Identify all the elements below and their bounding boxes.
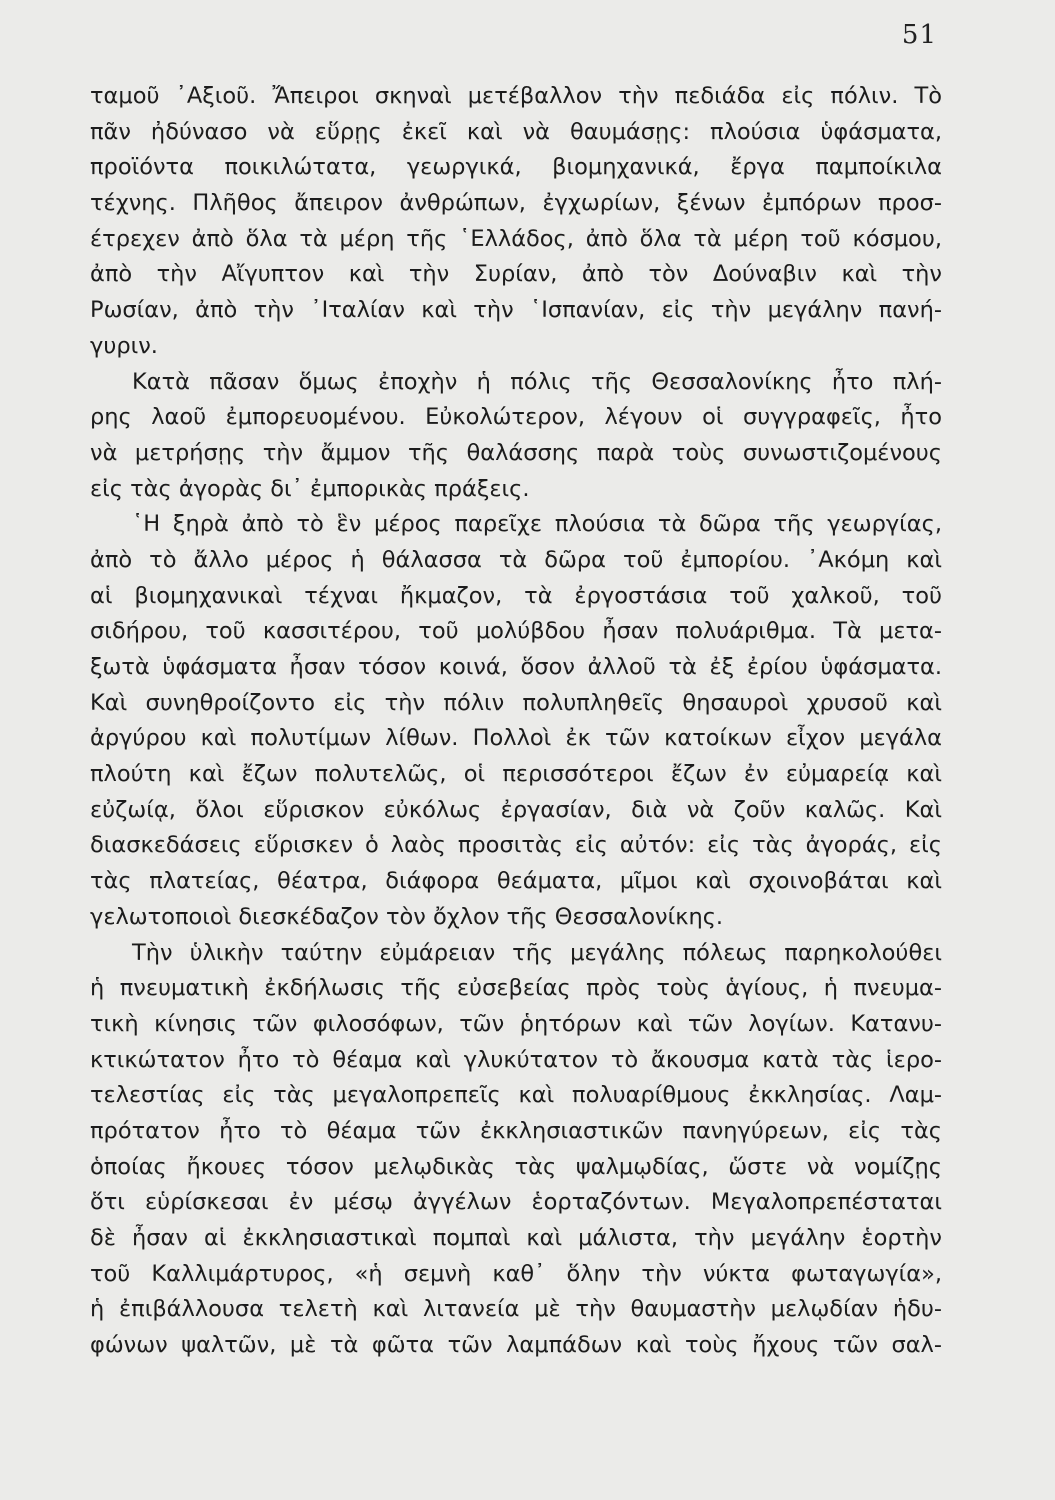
- text-line: εὐζωίᾳ, ὅλοι εὕρισκον εὐκόλως ἐργασίαν, διὰ νὰ ζοῦν καλῶς. Καὶ: [90, 796, 942, 823]
- text-line: εἰς τὰς ἀγορὰς δι᾽ ἐμπορικὰς πράξεις.: [90, 475, 530, 502]
- text-line: αἱ βιομηχανικαὶ τέχναι ἤκμαζον, τὰ ἐργοστάσια τοῦ χαλκοῦ, τοῦ: [90, 582, 942, 609]
- text-line: γελωτοποιοὶ διεσκέδαζον τὸν ὄχλον τῆς Θεσσαλονίκης.: [90, 903, 724, 930]
- text-line: ταμοῦ ᾿Αξιοῦ. Ἄπειροι σκηναὶ μετέβαλλον τὴν πεδιάδα εἰς πόλιν. Τὸ: [90, 83, 942, 109]
- text-line: Καὶ συνηθροίζοντο εἰς τὴν πόλιν πολυπληθεῖς θησαυροὶ χρυσοῦ καὶ: [90, 689, 942, 716]
- text-line: ὅτι εὑρίσκεσαι ἐν μέσῳ ἀγγέλων ἑορταζόντων. Μεγαλοπρεπέσταται: [90, 1189, 942, 1216]
- text-line: Κατὰ πᾶσαν ὅμως ἐποχὴν ἡ πόλις τῆς Θεσσαλονίκης ἦτο πλή-: [132, 368, 942, 395]
- text-line: ξωτὰ ὑφάσματα ἦσαν τόσον κοινά, ὅσον ἀλλοῦ τὰ ἐξ ἐρίου ὑφάσματα.: [90, 654, 942, 680]
- text-line: φώνων ψαλτῶν, μὲ τὰ φῶτα τῶν λαμπάδων καὶ τοὺς ἤχους τῶν σαλ-: [90, 1332, 942, 1359]
- text-line: δὲ ἦσαν αἱ ἐκκλησιαστικαὶ πομπαὶ καὶ μάλιστα, τὴν μεγάλην ἑορτὴν: [90, 1225, 942, 1251]
- text-line: πλούτη καὶ ἔζων πολυτελῶς, οἱ περισσότεροι ἔζων ἐν εὐμαρείᾳ καὶ: [90, 761, 942, 788]
- text-line: τικὴ κίνησις τῶν φιλοσόφων, τῶν ῥητόρων καὶ τῶν λογίων. Κατανυ-: [90, 1010, 942, 1037]
- text-line: ρης λαοῦ ἐμπορευομένου. Εὐκολώτερον, λέγουν οἱ συγγραφεῖς, ἦτο: [90, 404, 942, 431]
- text-line: έτρεχεν ἀπὸ ὅλα τὰ μέρη τῆς ῾Ελλάδος, ἀπὸ ὅλα τὰ μέρη τοῦ κόσμου,: [90, 225, 942, 252]
- text-line: ὁποίας ἤκουες τόσον μελῳδικὰς τὰς ψαλμῳδίας, ὥστε νὰ νομίζῃς: [90, 1153, 942, 1180]
- text-line: τοῦ Καλλιμάρτυρος, «ἡ σεμνὴ καθ᾽ ὅλην τὴν νύκτα φωταγωγία»,: [90, 1260, 942, 1287]
- text-line: τὰς πλατείας, θέατρα, διάφορα θεάματα, μῖμοι καὶ σχοινοβάται καὶ: [90, 868, 942, 895]
- text-line: ἀπὸ τὸ ἄλλο μέρος ἡ θάλασσα τὰ δῶρα τοῦ ἐμπορίου. ᾿Ακόμη καὶ: [90, 546, 942, 573]
- body-text: [90, 79, 942, 1364]
- text-line: ῾Η ξηρὰ ἀπὸ τὸ ἓν μέρος παρεῖχε πλούσια τὰ δῶρα τῆς γεωργίας,: [132, 511, 942, 538]
- text-line: κτικώτατον ἦτο τὸ θέαμα καὶ γλυκύτατον τὸ ἄκουσμα κατὰ τὰς ἱερο-: [90, 1046, 942, 1073]
- text-line: νὰ μετρήσῃς τὴν ἄμμον τῆς θαλάσσης παρὰ τοὺς συνωστιζομένους: [90, 439, 942, 466]
- text-line: ἀπὸ τὴν Αἴγυπτον καὶ τὴν Συρίαν, ἀπὸ τὸν Δούναβιν καὶ τὴν: [90, 261, 942, 288]
- text-line: προϊόντα ποικιλώτατα, γεωργικά, βιομηχανικά, ἔργα παμποίκιλα: [90, 154, 942, 181]
- text-line: τέχνης. Πλῆθος ἄπειρον ἀνθρώπων, ἐγχωρίων, ξένων ἐμπόρων προσ-: [90, 190, 942, 217]
- text-line: ἡ ἐπιβάλλουσα τελετὴ καὶ λιτανεία μὲ τὴν θαυμαστὴν μελῳδίαν ἡδυ-: [90, 1296, 942, 1323]
- page-number: 51: [901, 20, 937, 50]
- text-line: σιδήρου, τοῦ κασσιτέρου, τοῦ μολύβδου ἦσαν πολυάριθμα. Τὰ μετα-: [90, 618, 942, 645]
- text-line: τελεστίας εἰς τὰς μεγαλοπρεπεῖς καὶ πολυαρίθμους ἐκκλησίας. Λαμ-: [90, 1082, 942, 1109]
- text-line: Τὴν ὑλικὴν ταύτην εὐμάρειαν τῆς μεγάλης πόλεως παρηκολούθει: [132, 939, 942, 966]
- text-line: πᾶν ἠδύνασο νὰ εὕρῃς ἐκεῖ καὶ νὰ θαυμάσῃς: πλούσια ὑφάσματα,: [90, 118, 942, 145]
- text-line: πρότατον ἦτο τὸ θέαμα τῶν ἐκκλησιαστικῶν πανηγύρεων, εἰς τὰς: [90, 1117, 942, 1144]
- text-line: ἡ πνευματικὴ ἐκδήλωσις τῆς εὐσεβείας πρὸς τοὺς ἁγίους, ἡ πνευμα-: [90, 975, 942, 1002]
- text-line: διασκεδάσεις εὕρισκεν ὁ λαὸς προσιτὰς εἰς αὐτόν: εἰς τὰς ἀγοράς, εἰς: [90, 832, 942, 859]
- text-line: γυριν.: [90, 332, 158, 359]
- text-line: ἀργύρου καὶ πολυτίμων λίθων. Πολλοὶ ἐκ τῶν κατοίκων εἶχον μεγάλα: [90, 725, 942, 752]
- text-line: Ρωσίαν, ἀπὸ τὴν ᾿Ιταλίαν καὶ τὴν ῾Ισπανίαν, εἰς τὴν μεγάλην πανή-: [90, 297, 942, 324]
